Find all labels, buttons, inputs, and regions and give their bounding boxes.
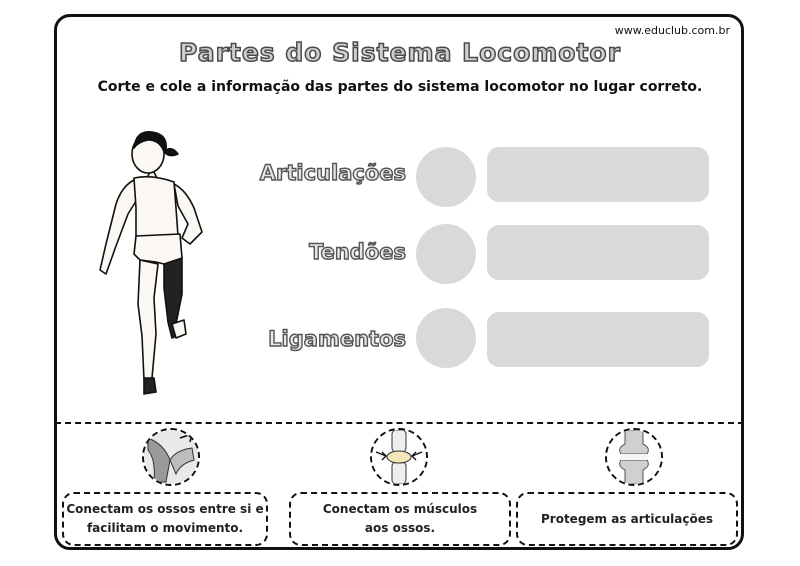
card-text-line: facilitam o movimento. — [86, 521, 244, 535]
runner-illustration — [82, 128, 222, 406]
part-label-tendoes: Tendões — [309, 240, 406, 264]
page-title: Partes do Sistema Locomotor — [179, 38, 621, 67]
card-text-line: Conectam os ossos entre si e — [66, 502, 264, 516]
answer-card-articulacoes[interactable] — [516, 492, 738, 546]
part-label-ligamentos: Ligamentos — [268, 327, 406, 351]
card-text-line: Protegem as articulações — [540, 511, 714, 526]
image-drop-slot-tendoes[interactable] — [416, 224, 476, 284]
tendon-icon[interactable] — [370, 428, 428, 486]
answer-card-tendoes[interactable] — [289, 492, 511, 546]
card-text-line: Conectam os músculos — [322, 502, 478, 516]
answer-card-ligamentos[interactable] — [62, 492, 268, 546]
site-url: www.educlub.com.br — [614, 24, 730, 37]
text-drop-slot-tendoes[interactable] — [487, 225, 709, 280]
instruction-text: Corte e cole a informação das partes do sistema locomotor no lugar correto. — [97, 79, 703, 95]
text-drop-slot-ligamentos[interactable] — [487, 312, 709, 367]
cut-line — [55, 422, 744, 424]
ligament-icon[interactable] — [142, 428, 200, 486]
text-drop-slot-articulacoes[interactable] — [487, 147, 709, 202]
image-drop-slot-articulacoes[interactable] — [416, 147, 476, 207]
part-label-articulacoes: Articulações — [259, 161, 406, 185]
image-drop-slot-ligamentos[interactable] — [416, 308, 476, 368]
joint-icon[interactable] — [605, 428, 663, 486]
card-text-line: aos ossos. — [364, 521, 436, 535]
